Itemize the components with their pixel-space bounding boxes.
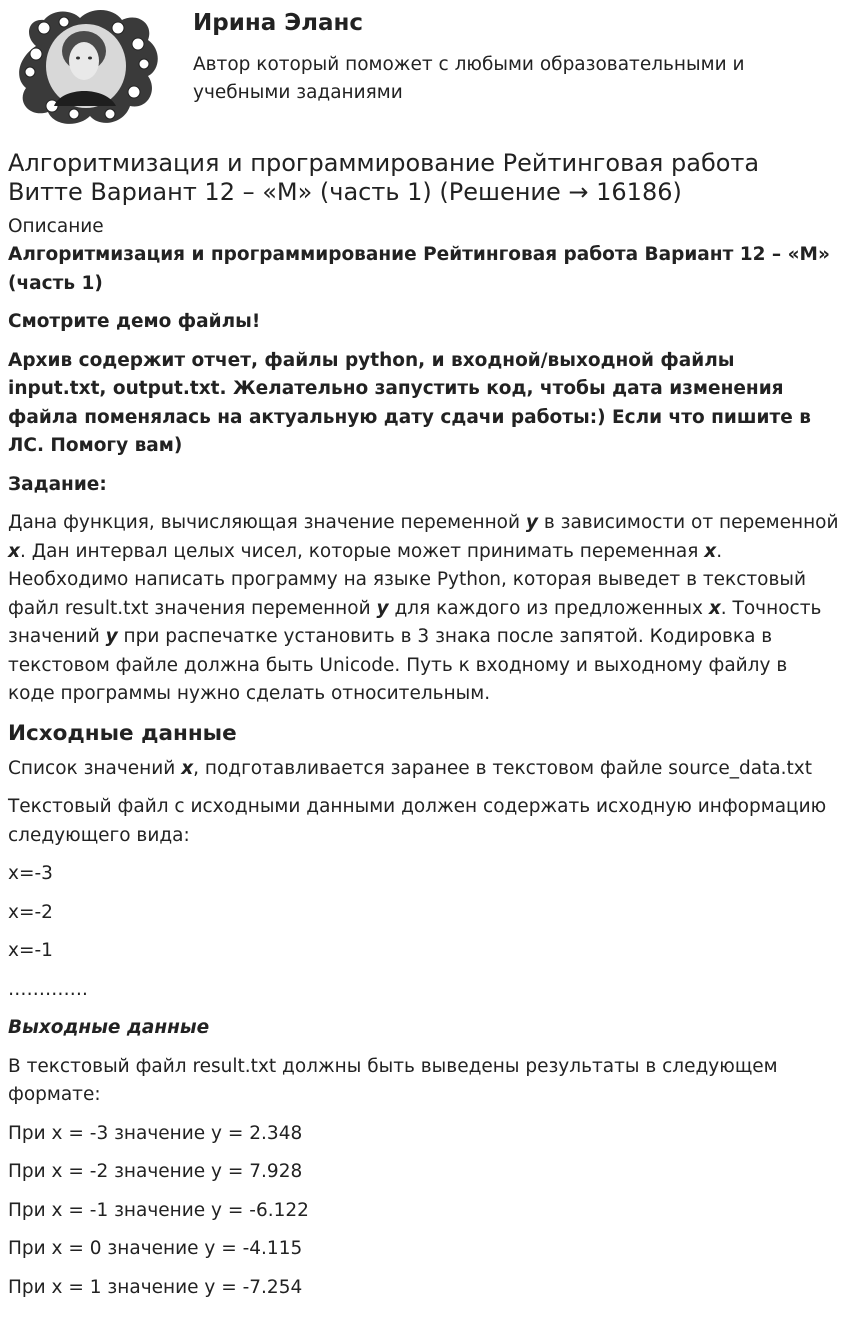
task-text (8, 509, 839, 709)
input-example-line: x=-3 (8, 863, 53, 884)
variable-y: y (105, 626, 118, 647)
description-label: Описание (8, 216, 104, 237)
variable-x: x (181, 757, 194, 779)
output-note: В текстовый файл result.txt должны быть выведены результаты в следующем формате: (8, 1055, 778, 1105)
variable-x: x (708, 597, 721, 619)
input-list-part: , подготавливается заранее в текстовом файле source_data.txt (193, 757, 812, 779)
variable-x: x (8, 540, 20, 562)
task-text-part: в зависимости от переменной (537, 512, 839, 533)
input-file-note: Текстовый файл с исходными данными должен содержать исходную информацию следующего вида: (8, 796, 827, 846)
input-data-heading: Исходные данные (8, 720, 237, 746)
task-text-part: для каждого из предложенных (388, 597, 709, 619)
variable-x: x (704, 540, 717, 562)
archive-note: Архив содержит отчет, файлы python, и входной/выходной файлы input.txt, output.txt. Желательно запустить код, чтобы дата изменения файла поменялась на актуальную дату сдачи работы:) Если что пишите в ЛС. Помогу вам) (8, 349, 811, 456)
task-text-part: . Точность значений (8, 597, 822, 647)
output-data-heading: Выходные данные (8, 1017, 210, 1038)
output-example-line: При x = -1 значение y = -6.122 (8, 1199, 309, 1221)
author-avatar[interactable] (14, 6, 160, 128)
author-name[interactable]: Ирина Эланс (193, 10, 364, 36)
input-example-ellipsis: …………. (8, 978, 88, 1000)
output-example-line: При x = -2 значение y = 7.928 (8, 1161, 303, 1182)
task-text-part: Дана функция, вычисляющая значение переменной (8, 512, 526, 533)
output-example-line: При x = 1 значение y = -7.254 (8, 1276, 303, 1298)
task-text-part: . Дан интервал целых чисел, которые может принимать переменная (19, 540, 705, 562)
variable-y: y (525, 512, 538, 533)
page-title: Алгоритмизация и программирование Рейтинговая работа Витте Вариант 12 – «М» (часть 1) (Решение → 16186) (8, 149, 760, 206)
task-label: Задание: (8, 473, 107, 495)
task-text-part: . Необходимо написать программу на языке Python, которая выведет в текстовый файл result.txt значения переменной (8, 540, 807, 619)
description-heading: Алгоритмизация и программирование Рейтинговая работа Вариант 12 – «М» (часть 1) (8, 244, 830, 294)
demo-note: Смотрите демо файлы! (8, 311, 261, 332)
output-example-line: При x = 0 значение y = -4.115 (8, 1238, 303, 1259)
input-example-line: x=-2 (8, 901, 53, 923)
output-example-line: При x = -3 значение y = 2.348 (8, 1122, 303, 1144)
author-block (8, 0, 839, 145)
task-text-part: при распечатке установить в 3 знака после запятой. Кодировка в текстовом файле должна быть Unicode. Путь к входному и выходному файлу в коде программы нужно сделать относительным. (8, 626, 788, 704)
input-list-text (8, 755, 839, 784)
author-description: Автор который поможет с любыми образовательными и учебными заданиями (193, 54, 745, 103)
input-list-part: Список значений (8, 757, 182, 779)
variable-y: y (376, 597, 389, 619)
input-example-line: x=-1 (8, 940, 53, 961)
